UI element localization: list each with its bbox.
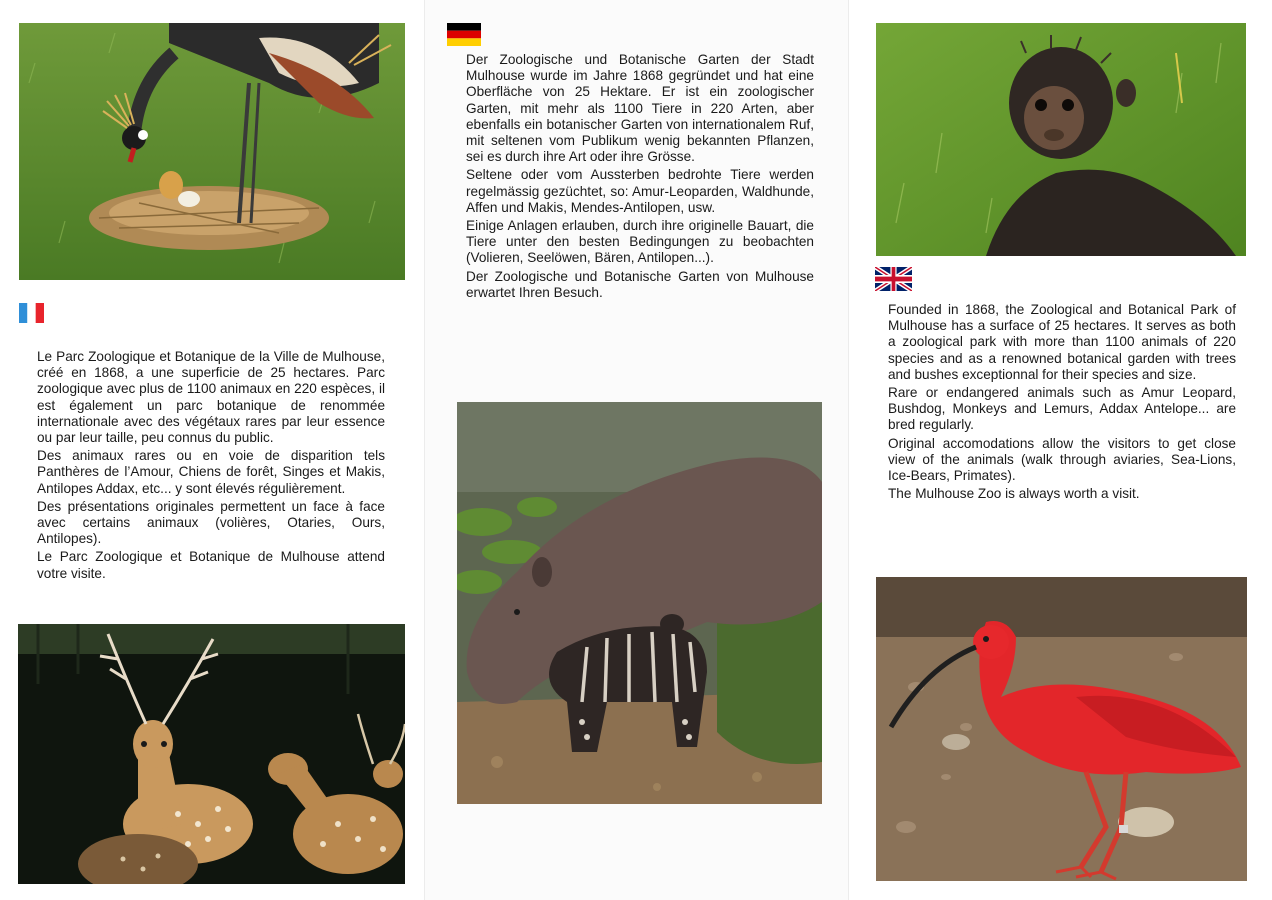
- spotted-deer-photo: [18, 624, 405, 884]
- german-paragraph-4: Der Zoologische und Botanische Garten von Mulhouse erwartet Ihren Besuch.: [466, 268, 814, 300]
- german-paragraph-2: Seltene oder vom Aussterben bedrohte Tiere werden regelmässig gezüchtet, so: Amur-Leoparden, Waldhunde, Affen und Makis, Mendes-Antilopen, usw.: [466, 167, 814, 215]
- english-text-block: [888, 302, 1236, 504]
- german-paragraph-3: Einige Anlagen erlauben, durch ihre originelle Bauart, die Tiere unter den besten Bedingungen zu beobachten (Volieren, Seelöwen, Bären, Antilopen...).: [466, 218, 814, 266]
- uk-flag-icon: [875, 267, 912, 291]
- french-paragraph-3: Des présentations originales permettent un face à face avec certains animaux (volières, Otaries, Ours, Antilopes).: [37, 498, 385, 547]
- french-paragraph-1: Le Parc Zoologique et Botanique de la Ville de Mulhouse, créé en 1868, a une superficie de 25 hectares. Parc zoologique avec plus de 1100 animaux en 220 espèces, il est également un parc botanique de renommée internationale avec des végétaux rares par leur essence ou par leur taille, peu connus du public.: [37, 349, 385, 446]
- french-text-block: [37, 349, 385, 584]
- english-paragraph-2: Rare or endangered animals such as Amur Leopard, Bushdog, Monkeys and Lemurs, Addax Antelope... are bred regularly.: [888, 385, 1236, 433]
- fold-line-right: [848, 0, 849, 900]
- fold-line-left: [424, 0, 425, 900]
- crowned-crane-photo: [19, 23, 405, 280]
- france-flag-icon: [19, 303, 44, 323]
- english-paragraph-4: The Mulhouse Zoo is always worth a visit.: [888, 486, 1140, 502]
- scarlet-ibis-photo: [876, 577, 1247, 881]
- french-paragraph-2: Des animaux rares ou en voie de disparition tels Panthères de l’Amour, Chiens de forêt, Singes et Makis, Antilopes Addax, etc... y sont élevés régulièrement.: [37, 448, 385, 496]
- german-paragraph-1: Der Zoologische und Botanische Garten der Stadt Mulhouse wurde im Jahre 1868 gegründet und hat eine Oberfläche von 25 Hektare. Er ist ein zoologischer Garten, mit mehr als 1100 Tiere in 220 Arten, aber ebenfalls ein botanischer Garten von internationalem Ruf, mit seltenen vom Publikum wenig bekannten Pflanzen, sei es durch ihre Art oder ihre Grösse.: [466, 52, 814, 165]
- germany-flag-icon: [447, 23, 481, 46]
- english-paragraph-1: Founded in 1868, the Zoological and Botanical Park of Mulhouse has a surface of 25 hectares. It serves as both a zoological park with more than 1100 animals of 220 species and as a renowned botanical garden with trees and bushes exceptionnal for their species and size.: [888, 302, 1236, 382]
- german-text-block: [466, 52, 814, 303]
- french-paragraph-4: Le Parc Zoologique et Botanique de Mulhouse attend votre visite.: [37, 549, 385, 581]
- tapir-photo: [457, 402, 822, 804]
- english-paragraph-3: Original accomodations allow the visitors to get close view of the animals (walk through aviaries, Sea-Lions, Ice-Bears, Primates).: [888, 435, 1236, 484]
- spider-monkey-photo: [876, 23, 1246, 256]
